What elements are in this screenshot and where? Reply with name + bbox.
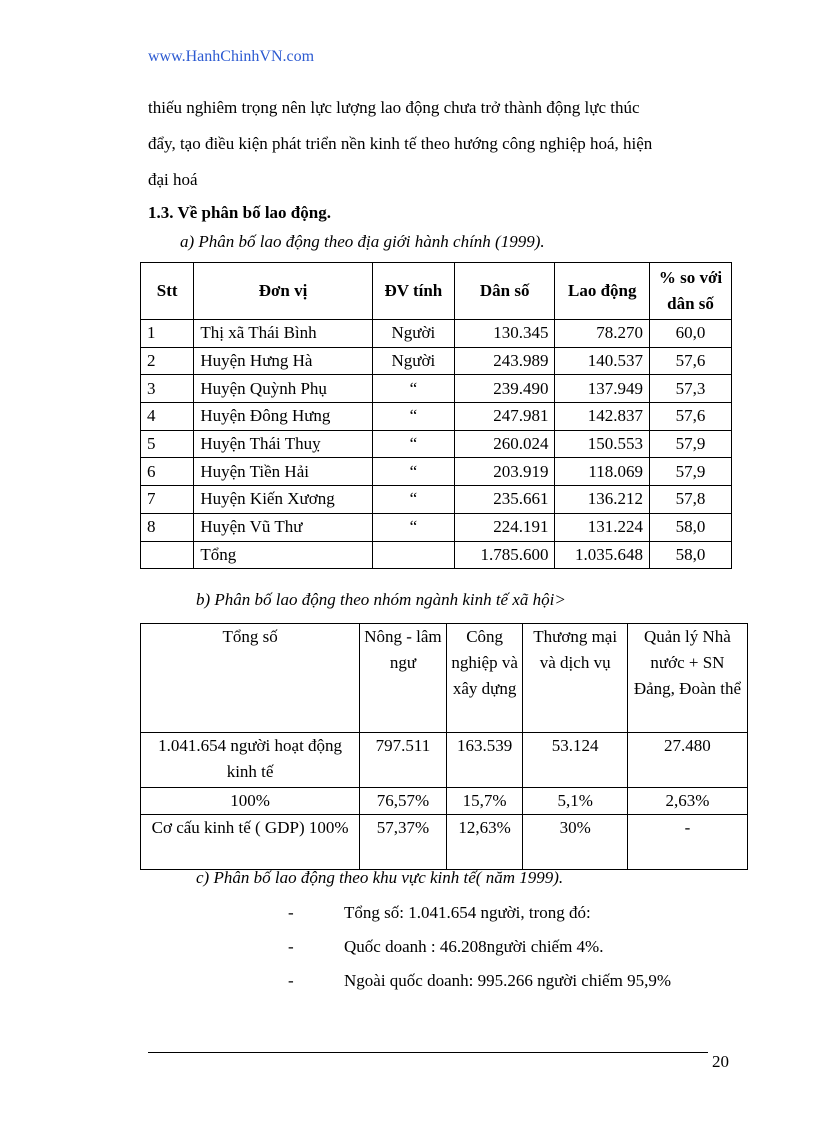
table-cell: 30% [523, 815, 627, 870]
table-cell: 243.989 [454, 347, 554, 375]
header-percent: % so với dân số [650, 263, 732, 320]
table-cell: 57,9 [650, 430, 732, 458]
table-cell: 53.124 [523, 733, 627, 788]
list-item [288, 966, 671, 1000]
table-cell: 1.035.648 [555, 541, 650, 569]
table-cell: 260.024 [454, 430, 554, 458]
table-cell: - [627, 815, 747, 870]
list-item [288, 932, 671, 966]
table-cell: Huyện Kiến Xương [194, 486, 372, 514]
table-cell [372, 541, 454, 569]
table-cell: “ [372, 458, 454, 486]
caption-c: c) Phân bố lao động theo khu vực kinh tế( năm 1999). [196, 868, 564, 887]
table-cell: 131.224 [555, 513, 650, 541]
table-cell: 2 [141, 347, 194, 375]
table-cell: 8 [141, 513, 194, 541]
table-cell: 235.661 [454, 486, 554, 514]
header-labor: Lao động [555, 263, 650, 320]
table-cell: Huyện Quỳnh Phụ [194, 375, 372, 403]
table-cell: 57,6 [650, 347, 732, 375]
table-cell: 4 [141, 403, 194, 431]
header-stt: Stt [141, 263, 194, 320]
table-cell: 130.345 [454, 320, 554, 348]
table-cell: “ [372, 375, 454, 403]
table-row [141, 320, 732, 348]
table-cell: “ [372, 486, 454, 514]
table-admin-distribution [140, 262, 732, 569]
table-cell: 239.490 [454, 375, 554, 403]
table-row [141, 375, 732, 403]
table-cell: Người [372, 320, 454, 348]
table-cell: 150.553 [555, 430, 650, 458]
table-cell [141, 541, 194, 569]
table-cell: Huyện Vũ Thư [194, 513, 372, 541]
intro-line: đại hoá [148, 170, 198, 189]
table-cell: 137.949 [555, 375, 650, 403]
list-item-text: Ngoài quốc doanh: 995.266 người chiếm 95,9% [344, 971, 671, 990]
page-number: 20 [712, 1052, 729, 1071]
table-cell: 58,0 [650, 541, 732, 569]
table-row [141, 541, 732, 569]
table-cell: 57,3 [650, 375, 732, 403]
intro-line: thiếu nghiêm trọng nên lực lượng lao động chưa trở thành động lực thúc [148, 98, 640, 117]
table-cell: 5 [141, 430, 194, 458]
table-cell: 100% [141, 788, 360, 815]
bullet-marker: - [288, 937, 294, 956]
table-cell: 140.537 [555, 347, 650, 375]
table-cell: 78.270 [555, 320, 650, 348]
table-cell: 58,0 [650, 513, 732, 541]
section-heading: 1.3. Về phân bố lao động. [148, 203, 331, 222]
header-agriculture: Nông - lâm ngư [360, 624, 447, 733]
table-cell: 12,63% [446, 815, 523, 870]
table-cell: 142.837 [555, 403, 650, 431]
table-row [141, 788, 748, 815]
table-cell: 163.539 [446, 733, 523, 788]
table-cell: 76,57% [360, 788, 447, 815]
bullet-marker: - [288, 903, 294, 922]
table-cell: 60,0 [650, 320, 732, 348]
header-population: Dân số [454, 263, 554, 320]
header-measure: ĐV tính [372, 263, 454, 320]
list-item [288, 898, 671, 932]
table-cell: 247.981 [454, 403, 554, 431]
table-row [141, 815, 748, 870]
table-cell: 1.041.654 người hoạt động kinh tế [141, 733, 360, 788]
table-cell: 57,37% [360, 815, 447, 870]
caption-a: a) Phân bố lao động theo địa giới hành chính (1999). [180, 232, 545, 251]
table-cell: 57,6 [650, 403, 732, 431]
table-cell: Cơ cấu kinh tế ( GDP) 100% [141, 815, 360, 870]
table-cell: 1 [141, 320, 194, 348]
intro-paragraph [148, 90, 732, 198]
table-cell: “ [372, 403, 454, 431]
table-cell: 118.069 [555, 458, 650, 486]
table-cell: 1.785.600 [454, 541, 554, 569]
table-cell: 203.919 [454, 458, 554, 486]
table-header-row [141, 263, 732, 320]
table-row [141, 430, 732, 458]
header-trade: Thương mại và dịch vụ [523, 624, 627, 733]
table-cell: 136.212 [555, 486, 650, 514]
table-row [141, 347, 732, 375]
site-url[interactable]: www.HanhChinhVN.com [148, 48, 315, 65]
table-cell: “ [372, 513, 454, 541]
table-cell: Thị xã Thái Bình [194, 320, 372, 348]
table-cell: 6 [141, 458, 194, 486]
table-row [141, 486, 732, 514]
table-header-row [141, 624, 748, 733]
table-cell: Huyện Tiền Hải [194, 458, 372, 486]
intro-line: đẩy, tạo điều kiện phát triển nền kinh tế theo hướng công nghiệp hoá, hiện [148, 134, 653, 153]
table-row [141, 403, 732, 431]
table-cell: 3 [141, 375, 194, 403]
list-item-text: Quốc doanh : 46.208người chiếm 4%. [344, 937, 604, 956]
caption-b: b) Phân bố lao động theo nhóm ngành kinh tế xã hội> [196, 590, 566, 609]
table-sector-distribution [140, 623, 748, 870]
table-cell: 7 [141, 486, 194, 514]
table-cell: Huyện Thái Thuỵ [194, 430, 372, 458]
header-unit-name: Đơn vị [194, 263, 372, 320]
bullet-list [288, 898, 671, 1000]
footer-rule [148, 1052, 708, 1053]
table-row [141, 458, 732, 486]
table-cell: Người [372, 347, 454, 375]
header-total: Tổng số [141, 624, 360, 733]
table-cell: Huyện Hưng Hà [194, 347, 372, 375]
table-cell: “ [372, 430, 454, 458]
table-cell: 797.511 [360, 733, 447, 788]
table-cell: 224.191 [454, 513, 554, 541]
table-row [141, 513, 732, 541]
header-industry: Công nghiệp và xây dựng [446, 624, 523, 733]
table-cell: 57,9 [650, 458, 732, 486]
table-cell: Huyện Đông Hưng [194, 403, 372, 431]
list-item-text: Tổng số: 1.041.654 người, trong đó: [344, 903, 591, 922]
table-cell: 5,1% [523, 788, 627, 815]
table-cell: 2,63% [627, 788, 747, 815]
table-cell: 27.480 [627, 733, 747, 788]
table-row [141, 733, 748, 788]
table-cell: Tổng [194, 541, 372, 569]
table-cell: 57,8 [650, 486, 732, 514]
bullet-marker: - [288, 971, 294, 990]
header-government: Quản lý Nhà nước + SN Đảng, Đoàn thể [627, 624, 747, 733]
table-cell: 15,7% [446, 788, 523, 815]
